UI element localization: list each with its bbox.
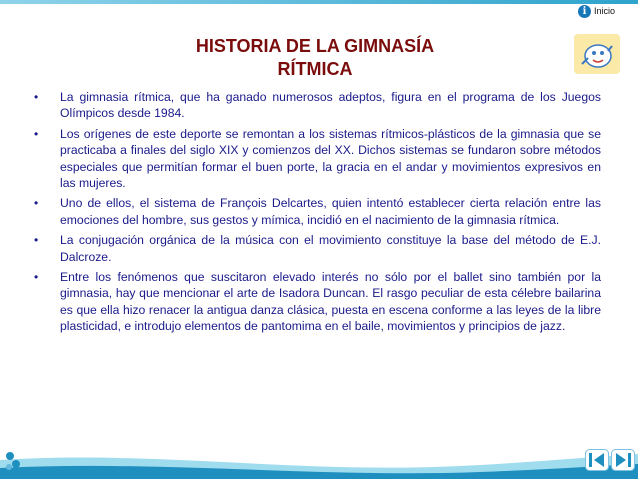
mascot-icon: [574, 34, 620, 74]
list-item: [34, 195, 601, 228]
bullet-dot: •: [34, 233, 39, 248]
top-accent-bar: [0, 0, 638, 4]
inicio-label: Inicio: [594, 6, 616, 16]
logo-icon: [3, 450, 23, 472]
list-item: [34, 269, 601, 335]
bullet-dot: •: [34, 90, 39, 104]
page-title-line2: RÍTMICA: [277, 59, 353, 79]
list-item: [34, 232, 601, 265]
bullet-dot: •: [34, 196, 39, 211]
next-button[interactable]: [611, 449, 635, 471]
footer-wave: [0, 440, 638, 479]
bullet-text: La gimnasia rítmica, que ha ganado numerosos adeptos, figura en el programa de los Juegos Olímpicos desde 1984.: [60, 90, 601, 121]
bullet-dot: •: [34, 126, 39, 141]
inicio-link[interactable]: [578, 4, 615, 18]
page-title: [160, 35, 470, 81]
info-icon: i: [578, 5, 591, 18]
previous-button[interactable]: [585, 449, 609, 471]
list-item: [34, 126, 601, 192]
bullet-text: La conjugación orgánica de la música con el movimiento constituye la base del método de E.J. Dalcroze.: [60, 233, 601, 264]
next-arrow-icon: [611, 449, 635, 471]
page-title-line1: HISTORIA DE LA GIMNASÍA: [195, 36, 435, 56]
bullet-text: Los orígenes de este deporte se remontan a los sistemas rítmicos-plásticos de la gimnasia que se practicaba a finales del siglo XIX y comienzos del XX. Dichos sistemas se fundaron sobre métodos especiales que permitían formar el buen porte, la gracia en el andar y movimientos expresivos en las mujeres.: [60, 126, 601, 191]
bullet-text: Entre los fenómenos que suscitaron elevado interés no sólo por el ballet sino también por la gimnasia, hay que mencionar el arte de Isadora Duncan. El rasgo peculiar de esta célebre bailarina es que ella hizo renacer la antigua danza clásica, puesta en escena conforme a las leyes de la libre plasticidad, e introdujo elementos de pantomima en el baile, movimientos y principios de jazz.: [60, 270, 601, 334]
list-item: [34, 89, 601, 122]
bullet-dot: •: [34, 270, 39, 285]
bullet-list: [34, 89, 601, 339]
bullet-text: Uno de ellos, el sistema de François Delcartes, quien intentó establecer cierta relación entre las emociones del hombre, sus gestos y mímica, incidió en el nacimiento de la gimnasia rítmica.: [60, 196, 601, 227]
previous-arrow-icon: [585, 449, 609, 471]
